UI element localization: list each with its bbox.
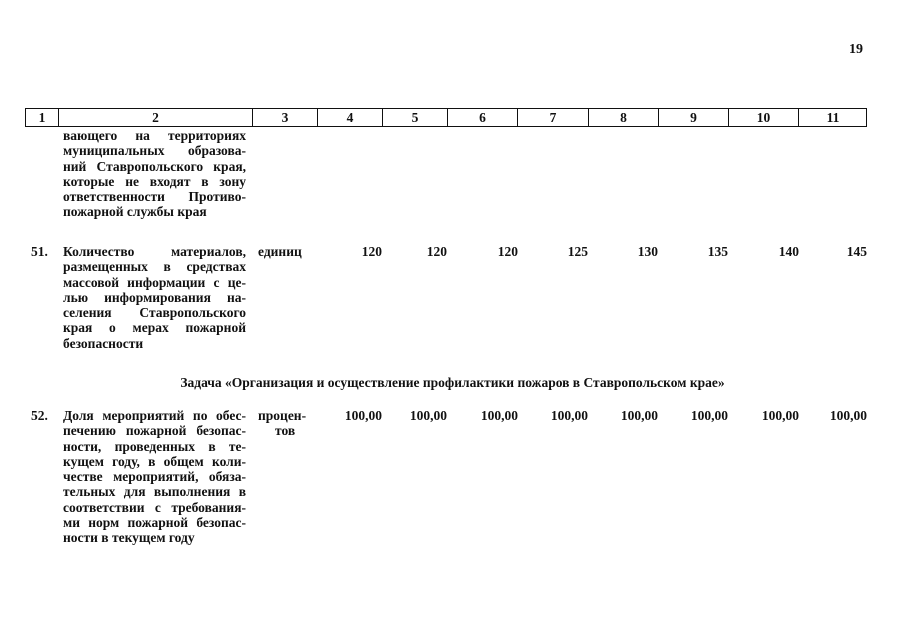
description-line: честве мероприятий, обяза- [63, 469, 246, 485]
description-line: которые не входят в зону [63, 173, 246, 189]
row-unit [258, 244, 302, 259]
row-value: 100,00 [344, 408, 382, 423]
table-header-row [25, 108, 867, 127]
header-cell: 2 [59, 109, 253, 126]
header-cell: 7 [518, 109, 589, 126]
unit-line: единиц [258, 244, 302, 259]
header-cell: 3 [253, 109, 318, 126]
header-cell: 6 [448, 109, 518, 126]
header-cell: 1 [26, 109, 59, 126]
row-value: 135 [707, 244, 728, 259]
row-description [63, 408, 246, 546]
unit-line: процен- [258, 408, 307, 423]
row-value: 100,00 [620, 408, 658, 423]
description-line: вающего на территориях [63, 128, 246, 143]
row-value: 125 [567, 244, 588, 259]
header-cell: 8 [589, 109, 659, 126]
description-line: края о мерах пожарной [63, 320, 246, 336]
row-value: 120 [426, 244, 447, 259]
description-line: лью информирования на- [63, 289, 246, 305]
row-value: 145 [846, 244, 867, 259]
description-line: Доля мероприятий по обес- [63, 408, 246, 423]
row-value: 120 [361, 244, 382, 259]
description-line: ности, проведенных в те- [63, 438, 246, 454]
row-description [63, 128, 246, 220]
description-line: селения Ставропольского [63, 305, 246, 321]
header-cell: 4 [318, 109, 383, 126]
row-number: 52. [31, 408, 48, 423]
description-line: Количество материалов, [63, 244, 246, 259]
row-description [63, 244, 246, 351]
description-line: массовой информации с це- [63, 274, 246, 290]
row-value: 130 [637, 244, 658, 259]
row-value: 100,00 [409, 408, 447, 423]
row-unit [258, 408, 306, 439]
description-line: печению пожарной безопас- [63, 423, 246, 439]
header-cell: 5 [383, 109, 448, 126]
description-line: пожарной службы края [63, 204, 207, 220]
description-line: муниципальных образова- [63, 143, 246, 159]
description-line: кущем году, в общем коли- [63, 453, 246, 469]
page-number: 19 [849, 42, 863, 57]
description-line: соответствии с требования- [63, 499, 246, 515]
row-value: 140 [778, 244, 799, 259]
description-line: ности в текущем году [63, 530, 195, 546]
row-value: 100,00 [480, 408, 518, 423]
row-value: 100,00 [829, 408, 867, 423]
task-heading: Задача «Организация и осуществление профилактики пожаров в Ставропольском крае» [180, 375, 725, 390]
row-value: 100,00 [550, 408, 588, 423]
header-cell: 10 [729, 109, 799, 126]
description-line: ми норм пожарной безопас- [63, 515, 246, 531]
description-line: ответственности Противо- [63, 189, 246, 205]
description-line: безопасности [63, 335, 144, 351]
description-line: ний Ставропольского края, [63, 158, 246, 174]
description-line: тельных для выполнения в [63, 484, 246, 500]
description-line: размещенных в средствах [63, 259, 246, 275]
header-cell: 9 [659, 109, 729, 126]
row-number: 51. [31, 244, 48, 259]
row-value: 100,00 [761, 408, 799, 423]
row-value: 120 [497, 244, 518, 259]
header-cell: 11 [826, 110, 840, 125]
row-value: 100,00 [690, 408, 728, 423]
unit-line: тов [275, 423, 296, 439]
